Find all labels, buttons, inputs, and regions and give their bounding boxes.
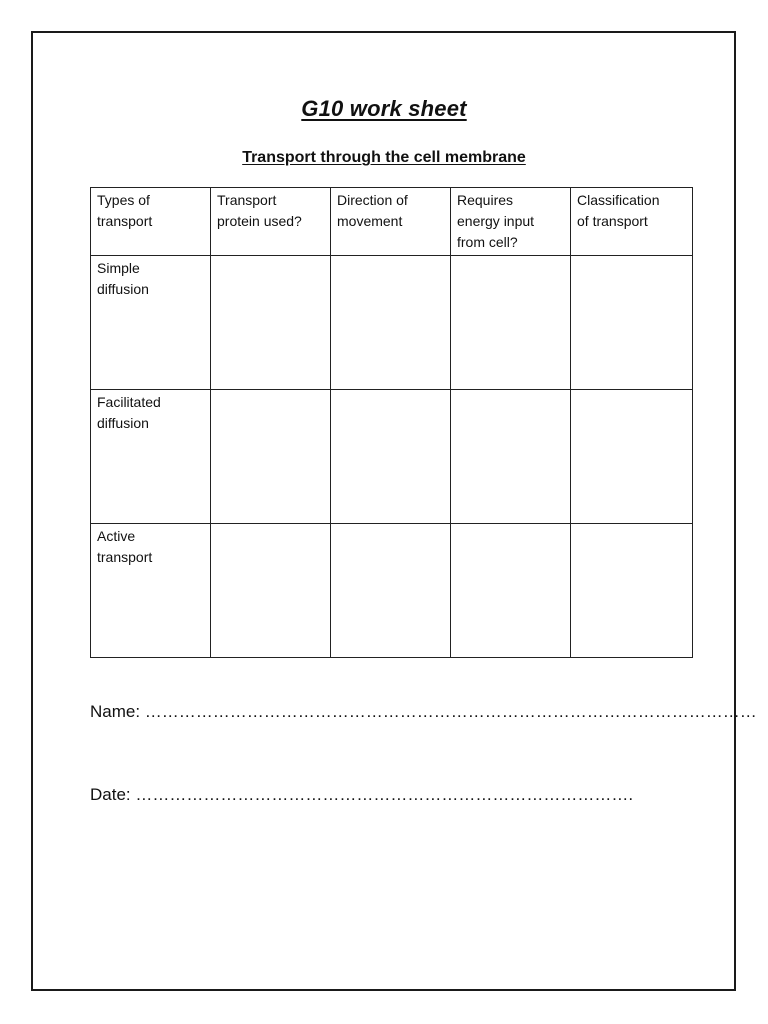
answer-cell[interactable] xyxy=(331,524,451,658)
answer-cell[interactable] xyxy=(571,256,693,390)
answer-cell[interactable] xyxy=(571,390,693,524)
header-transport-protein: Transport protein used? xyxy=(211,188,331,256)
worksheet-subtitle: Transport through the cell membrane xyxy=(242,149,526,166)
transport-table xyxy=(90,187,693,658)
header-direction-of-movement: Direction of movement xyxy=(331,188,451,256)
table-row-simple-diffusion xyxy=(91,256,693,390)
header-types-of-transport: Types of transport xyxy=(91,188,211,256)
header-classification: Classification of transport xyxy=(571,188,693,256)
answer-cell[interactable] xyxy=(331,390,451,524)
answer-cell[interactable] xyxy=(211,390,331,524)
date-field[interactable]: Date: ……………………………………………………………………………. xyxy=(90,785,634,804)
answer-cell[interactable] xyxy=(571,524,693,658)
answer-cell[interactable] xyxy=(211,524,331,658)
header-requires-energy: Requires energy input from cell? xyxy=(451,188,571,256)
answer-cell[interactable] xyxy=(451,256,571,390)
name-field[interactable]: Name: ……………………………………………………………………………………………… xyxy=(90,702,757,721)
table-row-active-transport xyxy=(91,524,693,658)
row-label-cell: Facilitated diffusion xyxy=(91,390,211,524)
answer-cell[interactable] xyxy=(211,256,331,390)
worksheet-title: G10 work sheet xyxy=(301,96,467,121)
table-header-row xyxy=(91,188,693,256)
answer-cell[interactable] xyxy=(451,390,571,524)
answer-cell[interactable] xyxy=(451,524,571,658)
row-label-cell: Active transport xyxy=(91,524,211,658)
row-label-cell: Simple diffusion xyxy=(91,256,211,390)
answer-cell[interactable] xyxy=(331,256,451,390)
table-row-facilitated-diffusion xyxy=(91,390,693,524)
